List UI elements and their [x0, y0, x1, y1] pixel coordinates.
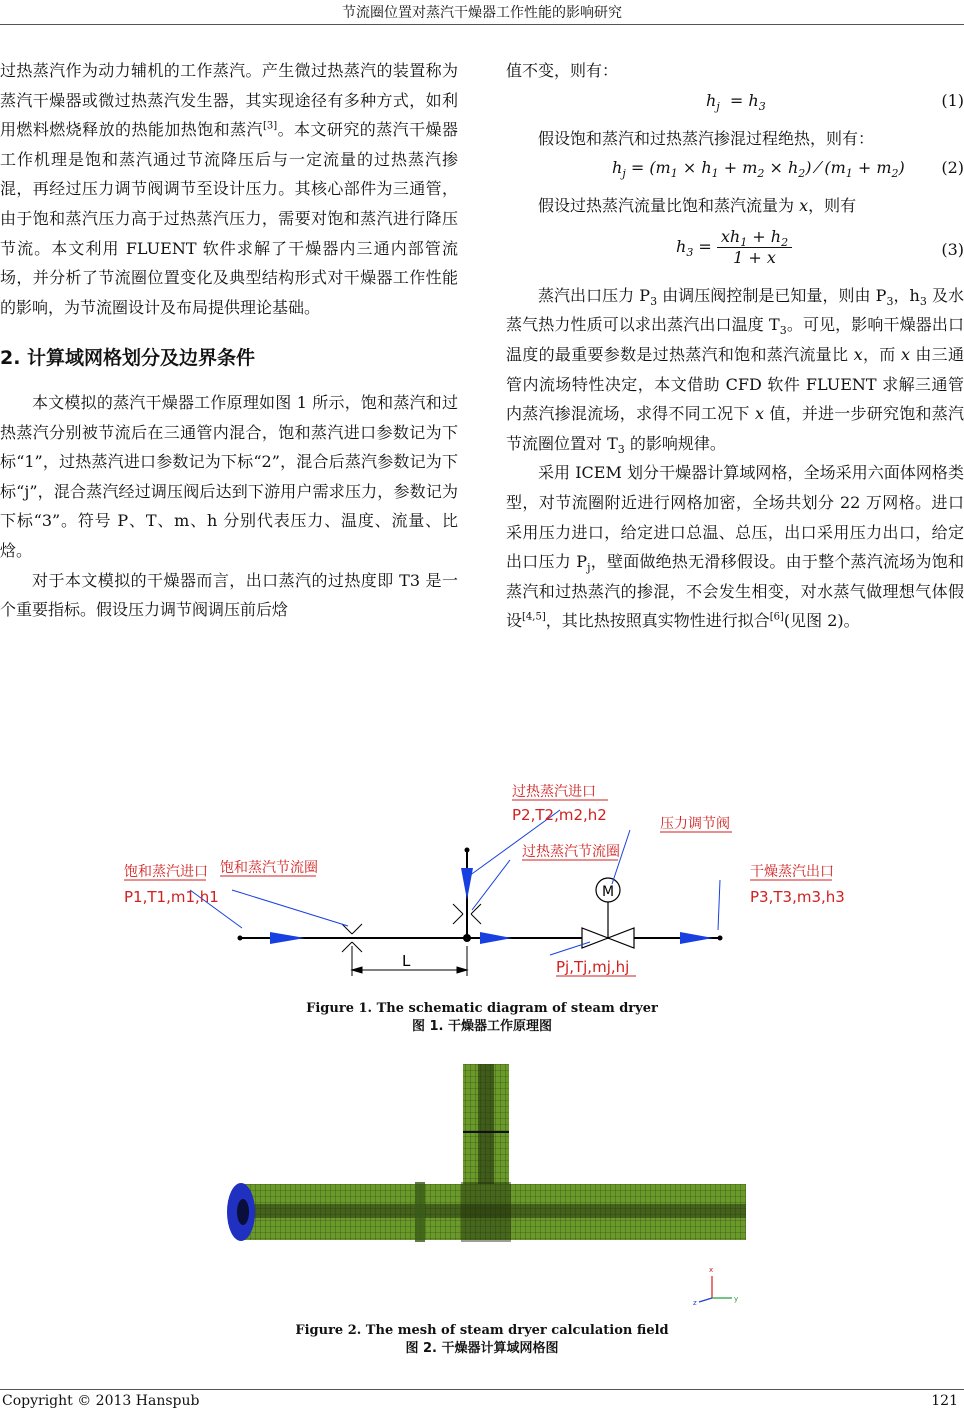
footer-rule: [0, 1389, 964, 1390]
figure-1-schematic: [120, 780, 850, 995]
mix-params: Pj,Tj,mj,hj: [556, 958, 630, 976]
flow-arrow-icon: [680, 932, 713, 944]
left-paragraph-1: 过热蒸汽作为动力辅机的工作蒸汽。产生微过热蒸汽的装置称为蒸汽干燥器或微过热蒸汽发生器，其实现途径有多种方式，如利用燃料燃烧释放的热能加热饱和蒸汽[3]。本文研究的蒸汽干燥器工作机理是饱和蒸汽通过节流降压后与一定流量的过热蒸汽掺混，再经过压力调节阀调节至设计压力。其核心部件为三通管，由于饱和蒸汽压力高于过热蒸汽压力，需要对饱和蒸汽进行降压节流。本文利用 FLUENT 软件求解了干燥器内三通内部管流场，并分析了节流圈位置变化及典型结构形式对干燥器工作性能的影响，为节流圈设计及布局提供理论基础。: [0, 61, 458, 317]
equation-1: $h_j = h_3$ (1): [506, 86, 964, 124]
equation-2: $h_j = (m_1 \times h_1 + m_2 \times h_2)$ ⁄ $(m_1 + m_2)$ (2): [506, 153, 964, 191]
figure-2-caption-zh: 图 2. 干燥器计算域网格图: [405, 1341, 559, 1356]
right-paragraph-eq2: 假设饱和蒸汽和过热蒸汽掺混过程绝热，则有：: [538, 128, 875, 148]
left-paragraph-2: 本文模拟的蒸汽干燥器工作原理如图 1 所示，饱和蒸汽和过热蒸汽分别被节流后在三通管内混合，饱和蒸汽进口参数记为下标“1”，过热蒸汽进口参数记为下标“2”，混合后蒸汽参数记为下标“j”，混合蒸汽经过调压阀后达到下游用户需求压力，参数记为下标“3”。符号 P、T、m、h 分别代表压力、温度、流量、比焓。: [0, 392, 458, 560]
outlet-label: 干燥蒸汽出口: [750, 864, 834, 880]
saturated-orifice-label: 饱和蒸汽节流圈: [220, 860, 318, 876]
saturated-inlet-label: 饱和蒸汽进口: [124, 864, 208, 880]
svg-text:x: x: [709, 1266, 714, 1274]
flow-arrow-icon: [480, 932, 512, 944]
left-paragraph-3: 对于本文模拟的干燥器而言，出口蒸汽的过热度即 T3 是一个重要指标。假设压力调节阀调压前后焓: [0, 570, 458, 620]
svg-text:z: z: [693, 1299, 697, 1307]
left-column: [0, 56, 458, 625]
saturated-inlet-params: P1,T1,m1,h1: [124, 888, 219, 906]
valve-label: 压力调节阀: [660, 816, 730, 832]
equation-number: (3): [941, 239, 964, 259]
right-column: [506, 56, 964, 636]
outlet-params: P3,T3,m3,h3: [750, 888, 845, 906]
right-paragraph-0: 值不变，则有：: [506, 61, 619, 80]
equation-3: $h_3$ = $\frac{xh_1 + h_2}{1 + x}$ (3): [676, 226, 964, 267]
header-rule: [0, 24, 964, 25]
figure-2-mesh: [215, 1058, 750, 1313]
superheated-inlet-params: P2,T2,m2,h2: [512, 806, 607, 824]
axes-triad-icon: [699, 1276, 732, 1302]
figure-1-caption-en: Figure 1. The schematic diagram of steam dryer: [306, 1001, 658, 1016]
svg-text:y: y: [734, 1295, 739, 1303]
running-header: 节流圈位置对蒸汽干燥器工作性能的影响研究: [342, 5, 622, 21]
dimension-label: L: [402, 952, 411, 970]
superheated-orifice-label: 过热蒸汽节流圈: [522, 844, 620, 860]
valve-motor-label: M: [602, 884, 615, 900]
right-paragraph-5: 采用 ICEM 划分干燥器计算域网格，全场采用六面体网格类型，对节流圈附近进行网格加密，全场共划分 22 万网格。进口采用压力进口，给定进口总温、总压，出口采用压力出口，给定出口压力 $P_j$，壁面做绝热无滑移假设。由于整个蒸汽流场为饱和蒸汽和过热蒸汽的掺混，不会发生相变，对水蒸气做理想气体假设[4,5]，其比热按照真实物性进行拟合[6](见图 2)。: [506, 463, 964, 631]
citation: [3]: [263, 120, 278, 132]
flow-arrow-icon: [270, 932, 305, 944]
right-paragraph-4: 蒸汽出口压力 $P_3$ 由调压阀控制是已知量，则由 $P_3$，$h_3$ 及水蒸气热力性质可以求出蒸汽出口温度 $T_3$。可见，影响干燥器出口温度的最重要参数是过热蒸汽和饱和蒸汽流量比 x，而 x 由三通管内流场特性决定，本文借助 CFD 软件 FLUENT 求解三通管内蒸汽掺混流场，求得不同工况下 x 值，并进一步研究饱和蒸汽节流圈位置对 $T_3$ 的影响规律。: [506, 285, 964, 456]
superheated-inlet-label: 过热蒸汽进口: [512, 784, 596, 800]
page-number: 121: [931, 1393, 958, 1409]
right-paragraph-eq3: 假设过热蒸汽流量比饱和蒸汽流量为 x，则有: [538, 196, 857, 216]
equation-number: (2): [941, 158, 964, 178]
equation-number: (1): [941, 90, 964, 110]
figure-2-caption-en: Figure 2. The mesh of steam dryer calculation field: [295, 1323, 669, 1338]
footer-copyright: Copyright © 2013 Hanspub: [2, 1393, 200, 1409]
flow-arrow-icon: [461, 868, 473, 900]
figure-1-caption-zh: 图 1. 干燥器工作原理图: [411, 1019, 553, 1034]
section-heading: 2. 计算域网格划分及边界条件: [0, 347, 256, 370]
